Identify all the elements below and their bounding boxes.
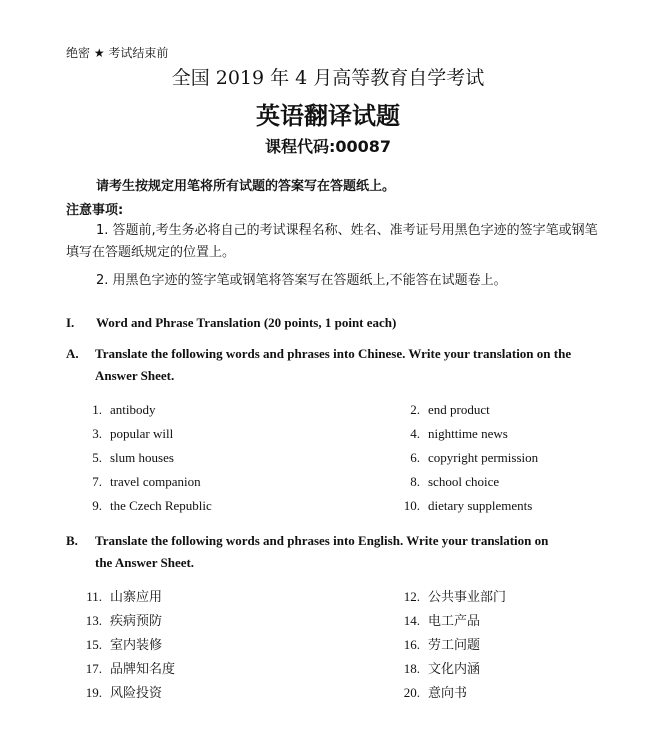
item-text: 公共事业部门 — [428, 590, 507, 605]
item-text: antibody — [110, 402, 156, 417]
section-title: Word and Phrase Translation (20 points, 1 point each) — [96, 315, 397, 330]
item-number: 19. — [85, 685, 102, 700]
list-item — [78, 684, 162, 702]
item-number: 16. — [403, 637, 420, 652]
item-text: nighttime news — [428, 426, 508, 441]
item-number: 20. — [403, 685, 420, 700]
item-number: 4. — [410, 426, 420, 441]
list-item — [396, 473, 499, 491]
item-number: 14. — [403, 613, 420, 628]
list-item — [78, 612, 162, 630]
item-number: 8. — [410, 474, 420, 489]
list-item — [78, 425, 173, 443]
item-number: 6. — [410, 450, 420, 465]
list-item — [396, 425, 508, 443]
item-number: 7. — [92, 474, 102, 489]
item-number: 13. — [85, 613, 102, 628]
list-item — [78, 473, 201, 491]
part-b-instruction-line-2: the Answer Sheet. — [95, 555, 195, 570]
item-number: 2. — [410, 402, 420, 417]
subject-title: 英语翻译试题 — [256, 102, 400, 130]
list-item — [78, 660, 175, 678]
item-number: 5. — [92, 450, 102, 465]
part-b-instruction-line-1: Translate the following words and phrases into English. Write your translation on — [95, 533, 549, 548]
item-number: 3. — [92, 426, 102, 441]
list-item — [78, 588, 162, 606]
part-b-letter: B. — [66, 533, 78, 548]
list-item — [396, 497, 532, 515]
item-number: 1. — [92, 402, 102, 417]
note-1-line-2: 填写在答题纸规定的位置上。 — [66, 245, 236, 260]
note-1-line-1: 1. 答题前,考生务必将自己的考试课程名称、姓名、准考证号用黑色字迹的签字笔或钢笔 — [96, 223, 598, 238]
item-text: copyright permission — [428, 450, 539, 465]
note-2: 2. 用黑色字迹的签字笔或钢笔将答案写在答题纸上,不能答在试题卷上。 — [96, 273, 507, 288]
list-item — [78, 497, 212, 515]
item-text: popular will — [110, 426, 174, 441]
item-text: 山寨应用 — [110, 590, 163, 605]
item-number: 12. — [403, 589, 420, 604]
item-text: 室内装修 — [110, 638, 163, 653]
item-text: end product — [428, 402, 490, 417]
item-text: the Czech Republic — [110, 498, 212, 513]
list-item — [78, 449, 174, 467]
secret-mark: 绝密 ★ 考试结束前 — [66, 46, 169, 60]
list-item — [78, 401, 156, 419]
list-item — [396, 684, 467, 702]
list-item — [396, 588, 506, 606]
item-number: 15. — [85, 637, 102, 652]
item-text: school choice — [428, 474, 500, 489]
item-text: 劳工问题 — [428, 638, 481, 653]
list-item — [396, 612, 480, 630]
item-number: 17. — [85, 661, 102, 676]
course-code: 课程代码:00087 — [264, 137, 392, 156]
notice-heading: 注意事项: — [66, 203, 124, 218]
item-text: 电工产品 — [428, 614, 481, 629]
item-number: 11. — [86, 589, 102, 604]
item-number: 10. — [403, 498, 420, 513]
item-text: 品牌知名度 — [110, 662, 176, 677]
item-number: 9. — [92, 498, 102, 513]
section-numeral: I. — [66, 315, 75, 330]
main-instruction: 请考生按规定用笔将所有试题的答案写在答题纸上。 — [96, 179, 396, 194]
item-text: 风险投资 — [110, 686, 163, 701]
item-text: 意向书 — [428, 686, 468, 701]
list-item — [396, 660, 480, 678]
exam-title: 全国 2019 年 4 月高等教育自学考试 — [171, 67, 485, 89]
part-a-letter: A. — [66, 346, 79, 361]
item-text: dietary supplements — [428, 498, 533, 513]
list-item — [396, 636, 480, 654]
item-text: travel companion — [110, 474, 201, 489]
part-a-instruction-line-1: Translate the following words and phrases into Chinese. Write your translation on the — [95, 346, 572, 361]
list-item — [78, 636, 162, 654]
item-text: 文化内涵 — [428, 662, 481, 677]
item-text: 疾病预防 — [110, 614, 163, 629]
list-item — [396, 401, 490, 419]
list-item — [396, 449, 538, 467]
part-a-instruction-line-2: Answer Sheet. — [95, 368, 175, 383]
item-text: slum houses — [110, 450, 174, 465]
item-number: 18. — [403, 661, 420, 676]
